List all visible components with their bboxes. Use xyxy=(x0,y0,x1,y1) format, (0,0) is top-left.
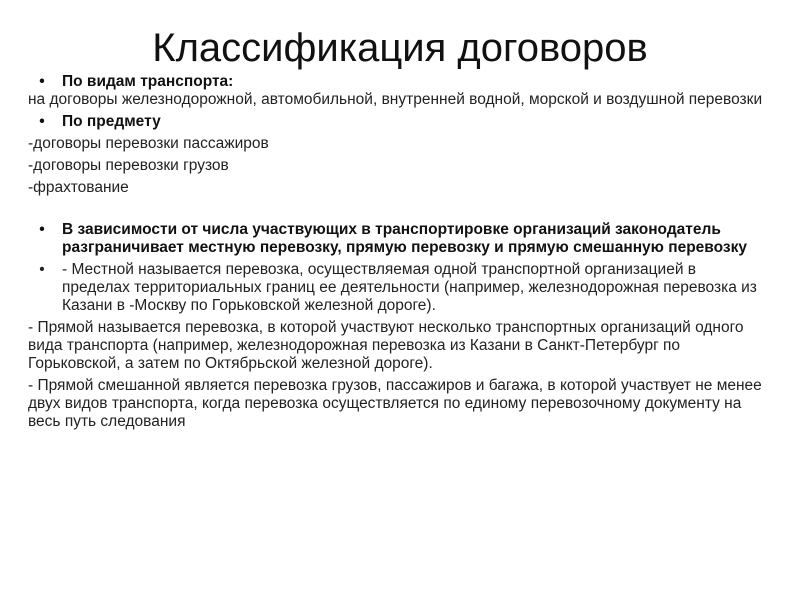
bullet-subject-header xyxy=(28,113,768,131)
bullet-local-definition xyxy=(28,261,768,315)
bullet-icon: • xyxy=(39,73,45,90)
subject-item-passengers: -договоры перевозки пассажиров xyxy=(28,135,269,152)
bullet-participants-header xyxy=(28,221,768,257)
transport-text: на договоры железнодорожной, автомобильной, внутренней водной, морской и воздушной перевозки xyxy=(28,91,763,108)
bullet-transport-header xyxy=(28,73,768,91)
bullet-icon: • xyxy=(39,221,45,238)
subject-item-chartering: -фрахтование xyxy=(28,179,129,196)
bullet-icon: • xyxy=(39,113,45,130)
transport-header-text: По видам транспорта: xyxy=(62,73,234,90)
slide-body xyxy=(28,73,768,431)
bullet-icon: • xyxy=(39,261,45,278)
direct-definition-text: - Прямой называется перевозка, в которой участвуют несколько транспортных организаций одного вида транспорта (например, железнодорожная перевозка из Казани в Санкт-Петербург по Горьковской, а затем по Октябрьской железной дороге). xyxy=(28,319,744,372)
subject-header-text: По предмету xyxy=(62,113,161,130)
local-definition-text: - Местной называется перевозка, осуществляемая одной транспортной организацией в пределах территориальных границ ее деятельности (например, железнодорожная перевозка из Казани в -Москву по Горьковской железной дороге). xyxy=(62,261,757,314)
subject-item-cargo: -договоры перевозки грузов xyxy=(28,157,229,174)
mixed-definition-text: - Прямой смешанной является перевозка грузов, пассажиров и багажа, в которой участвует не менее двух видов транспорта, когда перевозка осуществляется по единому перевозочному документу на весь путь следования xyxy=(28,377,762,430)
participants-header-text: В зависимости от числа участвующих в транспортировке организаций законодатель разграничивает местную перевозку, прямую перевозку и прямую смешанную перевозку xyxy=(62,221,747,256)
slide-title: Классификация договоров xyxy=(152,26,648,70)
